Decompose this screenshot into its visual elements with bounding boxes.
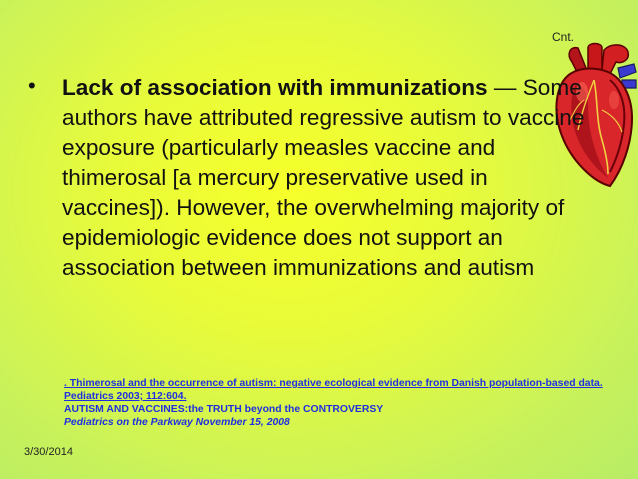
reference-source: Pediatrics on the Parkway November 15, 2008 (64, 417, 290, 428)
references (64, 377, 634, 429)
bullet-marker: • (28, 73, 36, 98)
slide-date: 3/30/2014 (24, 446, 73, 458)
bullet-body: — Some authors have attributed regressive autism to vaccine exposure (particularly measles vaccine and thimerosal [a mercury preservative used in vaccines]). However, the overwhelming majority of epidemiologic evidence does not support an association between immunizations and autism (62, 75, 585, 280)
bullet-bold-lead: Lack of association with immunizations (62, 75, 488, 100)
continued-label: Cnt. (552, 30, 575, 44)
reference-subtitle: AUTISM AND VACCINES:the TRUTH beyond the CONTROVERSY (64, 404, 384, 415)
reference-link-journal[interactable]: Pediatrics 2003; 112:604. (64, 391, 187, 402)
bullet-text (62, 73, 592, 283)
reference-link-title[interactable]: . Thimerosal and the occurrence of autism: negative ecological evidence from Danish population-based data. (64, 378, 603, 389)
